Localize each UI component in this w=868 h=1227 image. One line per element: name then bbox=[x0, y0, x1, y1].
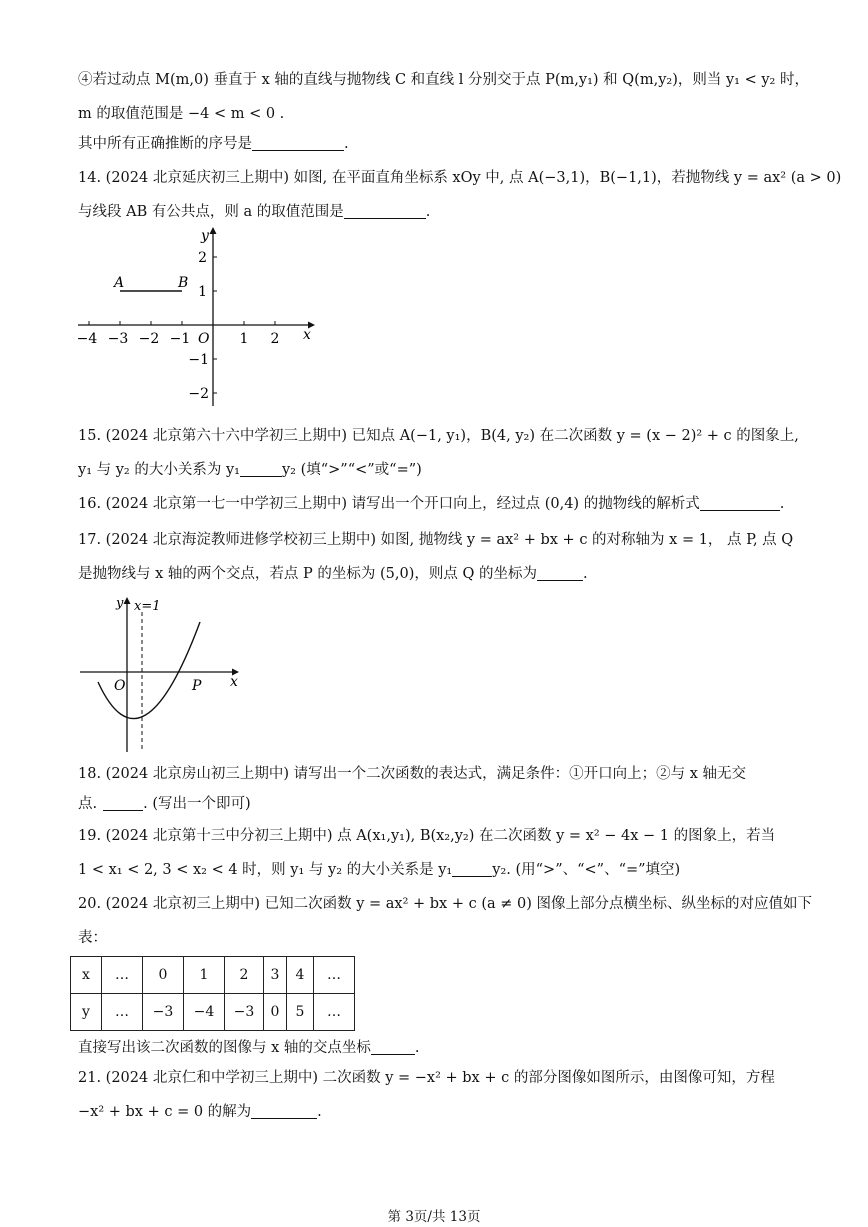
label-p: P bbox=[192, 678, 202, 694]
q21-stem: 21. (2024 北京仁和中学初三上期中) 二次函数 y = −x² + bx + c 的部分图像如图所示，由图像可知，方程 bbox=[78, 1070, 775, 1086]
xtick: 1 bbox=[239, 331, 249, 347]
q14-question bbox=[78, 202, 430, 222]
table-cell: x bbox=[71, 957, 102, 994]
q20-period: . bbox=[414, 1040, 420, 1056]
table-row-y bbox=[71, 994, 355, 1031]
q18-prompt: 点. bbox=[78, 796, 98, 812]
q19-hint: y₂. (用“>”、“<”、“=”填空) bbox=[492, 862, 681, 878]
q19-prompt: 1 < x₁ < 2, 3 < x₂ < 4 时，则 y₁ 与 y₂ 的大小关系是 y₁ bbox=[78, 862, 453, 878]
xtick: −1 bbox=[169, 331, 191, 347]
q20-answer-blank[interactable] bbox=[371, 1039, 415, 1055]
q13-prompt: 其中所有正确推断的序号是 bbox=[78, 136, 252, 152]
table-cell: 5 bbox=[287, 994, 314, 1031]
q13-statement-4-cont: m 的取值范围是 −4 < m < 0 . bbox=[78, 106, 285, 122]
q19-question bbox=[78, 860, 680, 880]
q21-prompt: −x² + bx + c = 0 的解为 bbox=[78, 1104, 252, 1120]
table-cell: 1 bbox=[184, 957, 225, 994]
q17-stem: 17. (2024 北京海淀教师进修学校初三上期中) 如图, 抛物线 y = ax² + bx + c 的对称轴为 x = 1， 点 P, 点 Q bbox=[78, 532, 794, 548]
table-cell: … bbox=[102, 994, 143, 1031]
q17-question bbox=[78, 564, 588, 584]
table-cell: … bbox=[314, 994, 355, 1031]
parabola-curve bbox=[98, 622, 200, 719]
q16-question bbox=[78, 494, 784, 514]
q13-statement-4: ④若过动点 M(m,0) 垂直于 x 轴的直线与抛物线 C 和直线 l 分别交于点 P(m,y₁) 和 Q(m,y₂)，则当 y₁ < y₂ 时， bbox=[78, 72, 809, 88]
table-cell: 0 bbox=[143, 957, 184, 994]
x-axis-label: x bbox=[230, 674, 238, 690]
symmetry-axis-label: x=1 bbox=[134, 599, 161, 614]
q13-period: . bbox=[344, 136, 349, 152]
q15-stem: 15. (2024 北京第六十六中学初三上期中) 已知点 A(−1, y₁)，B(4, y₂) 在二次函数 y = (x − 2)² + c 的图象上, bbox=[78, 428, 799, 444]
origin-label: O bbox=[198, 331, 210, 347]
table-cell: 4 bbox=[287, 957, 314, 994]
table-cell: −3 bbox=[143, 994, 184, 1031]
table-cell: 0 bbox=[264, 994, 287, 1031]
q17-period: . bbox=[582, 566, 588, 582]
figure-q14-coordinate-plane bbox=[72, 224, 322, 410]
page-footer: 第 3页/共 13页 bbox=[387, 1209, 481, 1225]
q14-stem: 14. (2024 北京延庆初三上期中) 如图, 在平面直角坐标系 xOy 中, 点 A(−3,1)，B(−1,1)，若抛物线 y = ax² (a > 0) bbox=[78, 170, 842, 186]
q15-prompt: y₁ 与 y₂ 的大小关系为 y₁ bbox=[78, 462, 240, 478]
q19-answer-blank[interactable] bbox=[452, 861, 492, 877]
q15-answer-blank[interactable] bbox=[240, 461, 282, 477]
q18-question bbox=[78, 794, 251, 814]
q18-answer-blank[interactable] bbox=[103, 795, 143, 811]
q17-prompt: 是抛物线与 x 轴的两个交点，若点 P 的坐标为 (5,0)，则点 Q 的坐标为 bbox=[78, 566, 537, 582]
xtick: 2 bbox=[270, 331, 280, 347]
q13-answer-blank[interactable] bbox=[252, 135, 344, 151]
q16-prompt: 16. (2024 北京第一七一中学初三上期中) 请写出一个开口向上，经过点 (0,4) 的抛物线的解析式 bbox=[78, 496, 700, 512]
q21-period: . bbox=[317, 1104, 322, 1120]
q18-stem: 18. (2024 北京房山初三上期中) 请写出一个二次函数的表达式，满足条件：①开口向上；②与 x 轴无交 bbox=[78, 766, 746, 782]
q20-stem-cont: 表： bbox=[78, 930, 107, 946]
ytick: −1 bbox=[188, 352, 209, 368]
table-cell: … bbox=[102, 957, 143, 994]
q14-answer-blank[interactable] bbox=[344, 203, 426, 219]
xtick: −4 bbox=[76, 331, 98, 347]
q20-question bbox=[78, 1038, 420, 1058]
figure-q17-parabola bbox=[72, 592, 252, 758]
label-b: B bbox=[178, 275, 189, 291]
q17-answer-blank[interactable] bbox=[537, 565, 583, 581]
y-axis-label: y bbox=[201, 228, 209, 244]
ytick: 1 bbox=[198, 284, 207, 300]
table-cell: 3 bbox=[264, 957, 287, 994]
table-cell: … bbox=[314, 957, 355, 994]
q15-question bbox=[78, 460, 422, 480]
label-a: A bbox=[114, 275, 125, 291]
q21-answer-blank[interactable] bbox=[251, 1103, 317, 1119]
q20-prompt: 直接写出该二次函数的图像与 x 轴的交点坐标 bbox=[78, 1040, 371, 1056]
table-row-x bbox=[71, 957, 355, 994]
ytick: −2 bbox=[188, 386, 209, 402]
q18-hint: . (写出一个即可) bbox=[143, 796, 251, 812]
q20-stem: 20. (2024 北京初三上期中) 已知二次函数 y = ax² + bx + c (a ≠ 0) 图像上部分点横坐标、纵坐标的对应值如下 bbox=[78, 896, 812, 912]
table-cell: −3 bbox=[225, 994, 264, 1031]
q19-stem: 19. (2024 北京第十三中分初三上期中) 点 A(x₁,y₁), B(x₂,y₂) 在二次函数 y = x² − 4x − 1 的图象上，若当 bbox=[78, 828, 776, 844]
table-cell: y bbox=[71, 994, 102, 1031]
x-axis-label: x bbox=[303, 327, 311, 343]
q20-value-table bbox=[70, 956, 355, 1031]
xtick: −3 bbox=[107, 331, 129, 347]
q16-answer-blank[interactable] bbox=[700, 495, 780, 511]
y-axis-label: y bbox=[116, 596, 124, 611]
ytick: 2 bbox=[198, 250, 207, 266]
q21-question bbox=[78, 1102, 322, 1122]
table-cell: −4 bbox=[184, 994, 225, 1031]
q16-period: . bbox=[779, 496, 785, 512]
origin-label: O bbox=[114, 678, 126, 694]
table-cell: 2 bbox=[225, 957, 264, 994]
q13-answer-line bbox=[78, 134, 349, 154]
q14-period: . bbox=[425, 204, 431, 220]
xtick: −2 bbox=[138, 331, 160, 347]
q14-prompt: 与线段 AB 有公共点，则 a 的取值范围是 bbox=[78, 204, 344, 220]
q15-hint: y₂ (填“>”“<”或“=”) bbox=[281, 462, 422, 478]
